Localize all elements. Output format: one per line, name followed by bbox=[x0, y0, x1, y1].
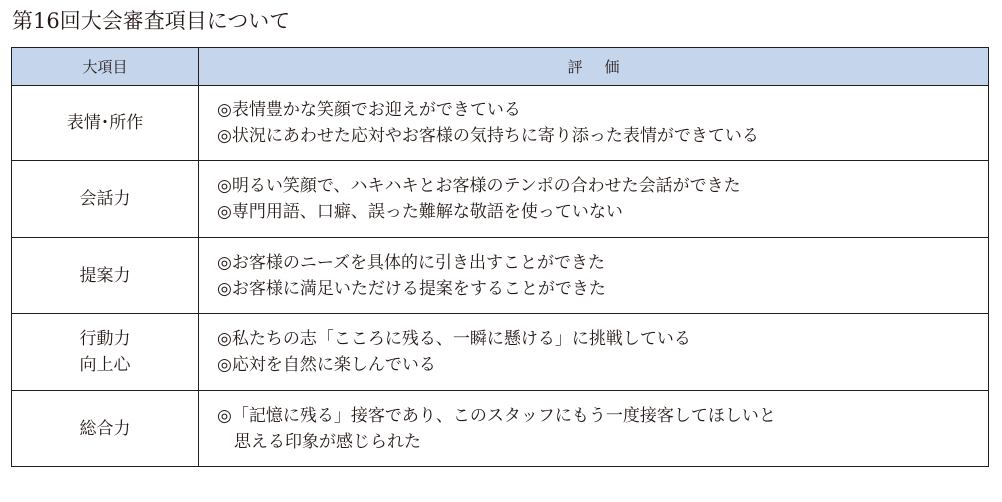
evaluation-cell bbox=[199, 238, 989, 314]
category-label: 会話力 bbox=[79, 189, 131, 209]
evaluation-cell bbox=[199, 161, 989, 238]
evaluation-line: ◎表情豊かな笑顔でお迎えができている bbox=[217, 100, 521, 120]
category-cell bbox=[12, 314, 199, 391]
category-label: 表情･所作 bbox=[66, 113, 144, 133]
category-label: 総合力 bbox=[79, 418, 131, 439]
table-header-row bbox=[12, 48, 989, 86]
category-cell bbox=[12, 391, 199, 467]
category-label: 提案力 bbox=[79, 265, 131, 286]
category-label: 行動力 bbox=[79, 329, 131, 349]
evaluation-line: ◎私たちの志「こころに残る、一瞬に懸ける」に挑戦している bbox=[217, 329, 691, 349]
evaluation-cell bbox=[199, 314, 989, 391]
evaluation-cell bbox=[199, 86, 989, 161]
header-category: 大項目 bbox=[12, 48, 199, 86]
evaluation-line: ◎「記憶に残る」接客であり、このスタッフにもう一度接客してほしいと bbox=[217, 405, 776, 426]
evaluation-line: 思える印象が感じられた bbox=[217, 431, 421, 452]
page-title: 第16回大会審査項目について bbox=[12, 9, 291, 33]
evaluation-line: ◎明るい笑顔で、ハキハキとお客様のテンポの合わせた会話ができた bbox=[217, 176, 741, 196]
evaluation-line: ◎専門用語、口癖、誤った難解な敬語を使っていない bbox=[217, 202, 623, 222]
evaluation-line: ◎お客様のニーズを具体的に引き出すことができた bbox=[217, 252, 605, 273]
table-row bbox=[12, 86, 989, 161]
evaluation-line: ◎お客様に満足いただける提案をすることができた bbox=[217, 278, 606, 299]
header-evaluation-label: 評価 bbox=[567, 58, 642, 76]
category-cell bbox=[12, 86, 199, 161]
evaluation-cell bbox=[199, 391, 989, 467]
table-row bbox=[12, 391, 989, 467]
table-row bbox=[12, 238, 989, 314]
category-cell bbox=[12, 238, 199, 314]
evaluation-line: ◎応対を自然に楽しんでいる bbox=[217, 355, 436, 375]
table-row bbox=[12, 314, 989, 391]
evaluation-line: ◎状況にあわせた応対やお客様の気持ちに寄り添った表情ができている bbox=[217, 126, 759, 146]
table-row bbox=[12, 161, 989, 238]
category-cell bbox=[12, 161, 199, 238]
evaluation-table bbox=[11, 47, 989, 467]
header-evaluation bbox=[199, 48, 989, 86]
category-label: 向上心 bbox=[79, 355, 131, 375]
